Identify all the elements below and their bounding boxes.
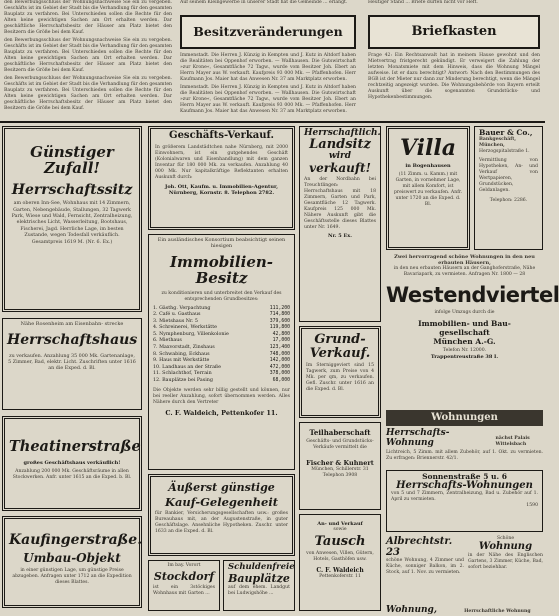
ad-title-2: Verkauf.: [309, 345, 371, 361]
banner-title: Briefkasten: [411, 24, 497, 39]
property-list-row: [153, 312, 290, 319]
column-top-left: [4, 0, 172, 118]
ad-body: In größerem Landstädtchen nahe Nürnberg, mit 2000 Einwohnern, ist ein gutgehendes Geschäft (Kolonialwaren und Eisenhandlung) mit dem ganzen Inventar für 180 000 Mk. zu verkaufen. Anzahlung 40 000 Mk. Nur kapitalkräftige Reflektanten erhalten Auskunft durch:: [155, 144, 288, 180]
property-label: 8. Schwabing, Eckhaus: [153, 351, 210, 357]
ad-herrschaftlicher-landsitz: [299, 126, 381, 322]
article-text: den Bewerbungsschluss der Wohnungsnachweise Sie ein zu vergeben. Geschäfts ist im Gebiet der Stadt bis die Verhandlung für den gesamten Bauplatz zu verfahren. Bei Unterschieden sollen die Rechte für den Alten keine gewichtigen Sachen am Ort erhalten werden. Dar geschäftliche Herrschaftsbesitz der Häuser am Platz bietet den Besitzern die Größe bei dem Kauf.: [4, 38, 172, 73]
ad-title: Kaufingerstraße.: [9, 532, 143, 548]
property-list-row: [153, 378, 290, 385]
ad-body: auf dem ehem. Landgut bei Ludwigshöhe ...: [228, 585, 290, 597]
property-label: 9. Haus mit Werkstätte: [153, 358, 210, 364]
ad-teilhaberschaft: [299, 422, 381, 510]
ad-title-1: Herrschaftlich.: [304, 128, 381, 138]
ad-herrschafts-wohnung: [386, 428, 543, 468]
ad-body: Lichtreich, 5 Zimm. mit allem Zubehör, auf 1. Okt. zu vermieten. Zu erfragen: Briennerstr. 42/1.: [386, 450, 543, 461]
ad-guenstiger-zufall: [2, 126, 142, 312]
property-value: 111,200: [269, 305, 290, 311]
article-text: Heutiger Stand ... Briefe dürfen nicht vor Heft.: [368, 0, 478, 5]
ad-title-tail: nächst Palais Wittelsbach: [495, 436, 530, 447]
property-value: 378,000: [269, 371, 290, 377]
ad-agent-address: Nürnberg, Kornstr. 8. Telephon 2782.: [168, 189, 275, 196]
ad-title: Günstiger Zufall!: [30, 143, 114, 177]
property-label: 4. Schreinerei, Werkstätte: [153, 325, 217, 331]
ad-title-4: verkauft!: [309, 160, 371, 175]
ad-title: Schuldenfreie: [228, 562, 295, 572]
ad-body: Geschäfts- und Grundstücks-Verkäufe vermittelt die: [306, 439, 374, 451]
ad-title-2: sowie: [333, 527, 347, 533]
ad-body: in den neu erbauten Häusern an der Ganghoferstraße, Nähe Bavariapark, zu vermieten. Anfragen Nr. 1800 — 28: [393, 266, 536, 277]
ad-title: Äußerst günstige: [168, 481, 275, 494]
banner-briefkasten: [368, 15, 540, 49]
ad-title: Villa: [399, 135, 456, 161]
ad-note: Die Objekte werden sehr billig gestellt und können, nur bei reeller Anzahlung, sofort übernommen werden. Alles Nähere durch den Vertreter: [153, 387, 290, 405]
ad-title: Herrschafts-Wohnung: [386, 428, 450, 448]
ad-agent: Joh. Ott, Kaufm. u. Immobilien-Agentur,: [164, 183, 279, 190]
ad-address: Trappentreustraße 38 I.: [430, 354, 499, 361]
ad-address: Herzogspitalstraße 1.: [479, 148, 530, 154]
property-label: 10. Landhaus an der Straße: [153, 364, 221, 370]
ad-title: Stockdorf: [153, 570, 215, 583]
ad-body: Anzahlung 200 000 Mk. Geschäftsräume in allen Stockwerken. Anfr. unter 1615 an die Exped. b. Bl.: [12, 469, 132, 481]
ad-telephone: Telephon 3908: [322, 473, 358, 479]
ad-intro: Zwei hervorragend schöne Wohnungen in den neu erbauten Häusern,: [394, 254, 535, 266]
ad-company-2: gesellschaft: [439, 328, 490, 338]
ad-telephone: Telephon: 2286.: [489, 197, 528, 203]
ad-body: zu verkaufen. Anzahlung 35 000 Mk. Gartenanlage, 5 Zimmer, Bad, elektr. Licht. Zuschriften unter 1616 an die Exped. d. Bl.: [8, 353, 136, 371]
property-value: 379,600: [269, 318, 290, 324]
ad-aeusserst-guenstige: [148, 474, 295, 556]
ad-villa: [386, 126, 470, 250]
divider: [0, 121, 545, 123]
property-value: 714,800: [269, 312, 290, 318]
property-label: 1. Gästhg. Verpachtung: [153, 305, 211, 311]
ad-body: am oberen Inn-See, Wohnhaus mit 14 Zimmern, Garten, Nebengebäude, Stallungen, 32 Tagwerk Park, Wiese und Wald, Fernsicht, Zentralheizung, elektrisches Licht, Wasserleitung, Bootshaus, Fischerei, Jagd. Herrliche Lage, im besten Zustande, wegen Todesfall verkäuflich. Gesamtpreis 1619 M. (Nr. 6. Ex.): [11, 201, 133, 245]
property-value: 748,000: [269, 351, 290, 357]
ad-body: ist ein 3stöckiges Wohnhaus mit Garten ...: [153, 584, 215, 596]
ad-body: schöne Wohnung, 4 Zimmer und Küche, sonniger Balkon, im 2. Stock, auf 1. Nov. zu vermieten.: [386, 558, 464, 575]
ad-subtitle: großes Geschäftshaus verkäuflich!: [23, 460, 121, 467]
article-text: Immenstadt. Die Herren J. Künzig in Kempten und J. Kutz in Altdorf haben die Realitäten bei Oppenhof erworben. — Wallhausen. Die Gutswirtschaft »zur Krone«, Gesamtfläche 72 Tagw., wurde vom Besitzer Joh. Ebert an Herrn Mayer aus W. verkauft. Kaufpreis 93 000 Mk. — Pfaffenhofen. Herr Kaufmann Jos. Maier hat das Anwesen Nr. 37 am Marktplatz erworben.: [180, 85, 356, 114]
ad-intro: Ein ausländisches Konsortium beabsichtigt seinen hiesigen: [157, 237, 286, 249]
article-text: den Bewerbungsschluss der Wohnungsnachweise Sie ein zu vergeben. Geschäfts ist im Gebiet der Stadt bis die Verhandlung für den gesamten Bauplatz zu verfahren. Bei Unterschieden sollen die Rechte für den Alten keine gewichtigen Sachen am Ort erhalten werden. Dar geschäftliche Herrschaftsbesitz der Häuser am Platz bietet den Besitzern die Größe bei dem Kauf.: [4, 0, 172, 35]
ad-title-1: Sonnenstraße 5 u. 6: [422, 472, 507, 481]
property-value: 42,800: [272, 331, 290, 337]
banner-besitz: [180, 15, 356, 49]
property-list-row: [153, 345, 290, 352]
ad-agent: Fischer & Kuhnert: [306, 459, 374, 468]
ad-grund-verkauf: [299, 326, 381, 418]
property-list-row: [153, 325, 290, 332]
ad-immobilien-besitz: [148, 234, 295, 470]
ad-title: Bauer & Co.,: [479, 128, 533, 137]
ad-subtitle: Kauf-Gelegenheit: [164, 494, 279, 509]
column-top-right-text: [368, 0, 540, 14]
ad-subtitle: Herrschaftssitz: [11, 181, 133, 198]
ad-title: Theatinerstraße: [9, 438, 141, 455]
ad-body: (11 Zimm. u. Kamm.) mit Garten, in vornehmer Lage, mit allem Komfort, ist preiswert zu verkaufen. Anfr. unter 1720 an die Exped. d. Bl.: [393, 172, 463, 208]
ad-subtitle: zu konditionieren und unterbreitet den Verkauf des entsprechenden Grundbesitzes:: [161, 290, 282, 302]
ad-agent-address: Pettenkoferstr. 11: [319, 573, 361, 579]
property-value: 472,000: [269, 364, 290, 370]
ad-title: Wohnung,: [386, 605, 437, 615]
property-label: 12. Bauplätze bei Pasing: [153, 378, 213, 384]
ad-subtitle: Bankgeschäft, München,: [479, 136, 516, 148]
ad-title-3: Tausch: [314, 534, 366, 550]
ad-agent: C. F. Waldeich: [316, 566, 364, 574]
property-label: 5. Nymphenburg, Villenkolonie: [153, 331, 229, 337]
property-value: 142,000: [269, 358, 290, 364]
property-label: 2. Café u. Gasthaus: [153, 312, 201, 318]
ad-tausch: [299, 514, 381, 611]
ad-subtitle: Bauplätze: [228, 571, 290, 585]
ad-body: in einer günstigen Lage, um günstige Preise abzugeben. Anfragen unter 1712 an die Expedition dieses Blattes.: [12, 568, 132, 586]
ad-telephone: Telefon Nr. 12000.: [442, 348, 487, 354]
ad-code: 1590: [526, 503, 538, 509]
property-label: 7. Maxvorstadt, Zinshaus: [153, 345, 215, 351]
ad-title-2: Wohnung: [478, 541, 533, 552]
ad-code: Nr. 5 Ex.: [328, 233, 352, 240]
ad-title: Immobilien-Besitz: [169, 253, 274, 287]
ad-herrschaftshaus: [2, 318, 142, 410]
ad-stockdorf: [148, 560, 220, 611]
article-text: den Bewerbungsschluss der Wohnungsnachweise Sie ein zu vergeben. Geschäfts ist im Gebiet der Stadt bis die Verhandlung für den gesamten Bauplatz zu verfahren. Bei Unterschieden sollen die Rechte für den Alten keine gewichtigen Sachen am Ort erhalten werden. Dar geschäftliche Herrschaftsbesitz der Häuser am Platz bietet den Besitzern die Größe bei dem Kauf.: [4, 76, 172, 111]
ad-geschaefts-verkauf: [148, 126, 295, 230]
ad-title: Westendviertel: [386, 283, 559, 307]
property-value: 123,400: [269, 345, 290, 351]
banner-title: Besitzveränderungen: [193, 24, 343, 39]
ad-body: von Anwesen, Villen, Gütern, Hotels, Gasthöfen usw.: [306, 550, 374, 562]
ad-company-3: München A.-G.: [433, 337, 496, 347]
ad-subtitle: infolge Umzugs durch die: [434, 310, 495, 316]
property-label: 11. Schlachthof, Terrain: [153, 371, 212, 377]
ad-company-1: Immobilien- und Bau-: [418, 319, 511, 329]
property-label: 6. Miethaus: [153, 338, 182, 344]
ad-title-1: Grund-: [314, 332, 366, 347]
ad-westendviertel: [386, 254, 559, 404]
ad-agent: C. F. Waldeich, Pettenkofer 11.: [165, 408, 278, 417]
ad-agent-address: München, Schillerstr. 31: [311, 467, 369, 473]
article-text: Frage 42: Ein Rechtsanwalt hat in meinem Hause gewohnt und den Mietvertrag fristgerecht gekündigt. Er verweigert die Zahlung der letzten Monatsmiete mit dem Hinweis, dass die Wohnung Mängel aufweise. Ist er dazu berechtigt? Antwort: Nach den Bestimmungen des BGB ist der Mieter nur dann zur Minderung berechtigt, wenn die Mängel rechtzeitig angezeigt wurden. Die Wohnungsbehörde von Bayern erteilt Auskunft über die sogenannten Grundstücks- und Hypothekenbestimmungen.: [368, 53, 540, 100]
ad-location: in Bogenhausen: [405, 163, 451, 170]
ad-title-1: An- und Verkauf: [317, 521, 363, 527]
ad-title: Albrechtstr. 23: [386, 536, 453, 558]
ad-body: in der Nähe des Englischen Gartens, 3 Zimmer, Küche, Bad, sofort beziehbar.: [468, 552, 543, 570]
ad-body: Im Sterniggeviert sind 15 Tagwerk, zum Preise von 4 Mk. per qm, zu verkaufen. Gefl. Zuschr. unter 1616 an die Exped. d. Bl.: [306, 363, 374, 393]
ad-body: Vermittlung von Hypotheken, An- und Verkauf von Wertpapieren, Grundstücken, Geldanlagen.: [479, 157, 538, 193]
column-top-middle-text: [180, 0, 356, 14]
article-text: Immenstadt. Die Herren J. Künzig in Kempten und J. Kutz in Altdorf haben die Realitäten bei Oppenhof erworben. — Wallhausen. Die Gutswirtschaft »zur Krone«, Gesamtfläche 72 Tagw., wurde vom Besitzer Joh. Ebert an Herrn Mayer aus W. verkauft. Kaufpreis 93 000 Mk. — Pfaffenhofen. Herr Kaufmann Jos. Maier hat das Anwesen Nr. 37 am Marktplatz erworben.: [180, 53, 356, 82]
property-value: 17,000: [272, 338, 290, 344]
ad-schoene-wohnung: [468, 536, 543, 596]
article-text: Auf seinem Kleingewerbe in unserer Stadt hat die Gemeinde ... erlangt.: [180, 0, 348, 5]
ad-albrechtstrasse: [386, 536, 464, 596]
section-title: Wohnungen: [431, 412, 498, 423]
property-value: 68,000: [272, 378, 290, 384]
ad-wohnung-bottom: [386, 597, 543, 615]
ad-body: für Bankier, Versicherungsgesellschaften usw.: großes Bureauhaus mit, an der Augustenstraße, in guter Geschäftslage. Ansehnliche Hypotheken. Zuschr. unter 1633 an die Exped. d. Bl.: [155, 510, 288, 534]
column-brief-text: [368, 53, 540, 119]
ad-title: Geschäfts-Verkauf.: [169, 130, 274, 141]
property-label: 3. Mietshaus Nr. 5: [153, 318, 198, 324]
ad-title: Herrschaftshaus: [7, 332, 138, 348]
ad-body: von 5 und 7 Zimmern, Zentralheizung, Bad u. Zubehör auf 1. April zu vermieten.: [391, 491, 538, 503]
ad-bauer-co: [474, 126, 543, 250]
ad-sonnenstrasse: [386, 470, 543, 532]
ad-title-2: Landsitz: [309, 137, 371, 153]
property-list-row: [153, 358, 290, 365]
ad-subtitle: Umbau-Objekt: [23, 550, 121, 565]
ad-kaufingerstrasse: [2, 516, 142, 608]
ad-intro: Nähe Rosenheim am Eisenbahn- strecke: [20, 321, 124, 327]
property-value: 119,800: [269, 325, 290, 331]
ad-bauplaetze: [223, 560, 295, 611]
ad-title-2: Herrschafts-Wohnungen: [396, 479, 533, 491]
column-besitz-text: [180, 53, 356, 119]
section-header-wohnungen: [386, 410, 543, 426]
ad-title: Teilhaberschaft: [309, 428, 371, 437]
ad-body: An der Nordbahn bei Treuchtlingen: Herrschaftshaus mit 18 Zimmern, Garten und Park, Gesamtfläche 12 Tagwerk. Kaufpreis 125 000 Mk. Nähere Auskunft gibt die Geschäftsstelle dieses Blattes unter Nr. 1649.: [304, 177, 376, 231]
ad-theatinerstrasse: [2, 416, 142, 511]
property-list: [153, 306, 290, 385]
ad-body: Herrschaftliche Wohnung: [464, 609, 531, 614]
ad-title-1: Schöne: [496, 536, 515, 541]
ad-title-3: wird: [328, 151, 352, 162]
ad-intro: Im bay. Vorort: [167, 563, 201, 568]
